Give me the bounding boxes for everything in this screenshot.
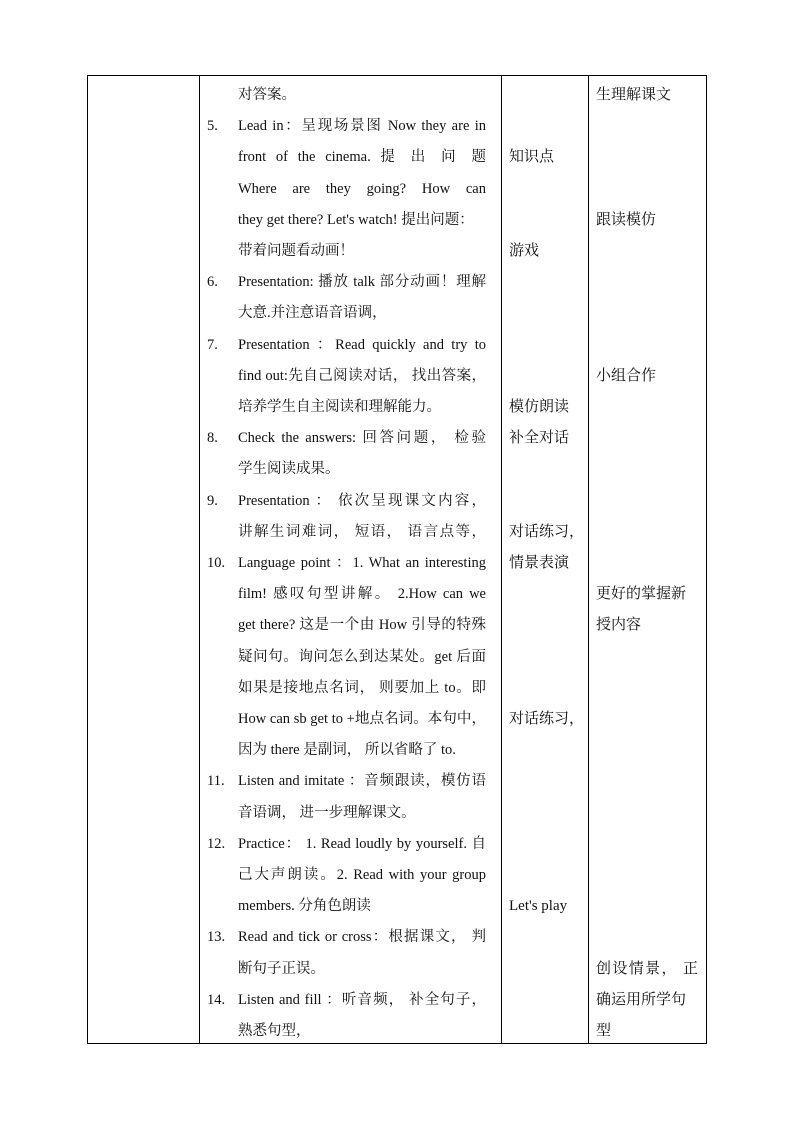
purpose-text: 小组合作	[596, 367, 657, 384]
step-text: Language point ：1. What an interesting	[238, 555, 486, 571]
step-line	[207, 517, 494, 548]
step-text: Where are they going? How can	[238, 180, 486, 197]
step-line	[207, 766, 494, 797]
step-line	[207, 954, 494, 985]
step-text: 己大声朗读。2. Read with your group	[238, 867, 486, 883]
step-text: Listen and fill ：听音频， 补全句子，	[238, 991, 486, 1008]
teaching-steps-column	[207, 76, 494, 1043]
step-text: film! 感叹句型讲解。 2.How can we	[238, 586, 486, 603]
activity-text: 对话练习，	[509, 711, 585, 727]
purpose-text: 授内容	[596, 617, 642, 634]
step-line	[207, 860, 494, 891]
step-text: get there? 这是一个由 How 引导的特殊	[238, 617, 486, 634]
step-line	[207, 891, 494, 922]
activity-text: 模仿朗读	[509, 399, 570, 415]
step-text: 大意.并注意语音语调，	[238, 305, 387, 322]
step-text: Read and tick or cross：根据课文， 判	[238, 929, 486, 946]
step-line	[207, 298, 494, 329]
step-line	[207, 361, 494, 392]
step-number: 8.	[207, 430, 218, 447]
step-line	[207, 548, 494, 579]
activity-text: Let's play	[509, 898, 568, 915]
step-number: 11.	[207, 773, 225, 790]
step-line	[207, 267, 494, 298]
step-line	[207, 486, 494, 517]
step-line	[207, 330, 494, 361]
activity-text: 对话练习，	[509, 523, 585, 540]
step-text: 讲解生词难词， 短语， 语言点等，	[238, 523, 486, 540]
step-number: 14.	[207, 991, 226, 1008]
activity-text: 游戏	[509, 243, 540, 259]
purpose-text: 确运用所学句	[596, 991, 687, 1008]
step-line	[207, 704, 494, 735]
step-text: Listen and imitate ：音频跟读，模仿语	[238, 773, 486, 790]
step-text: 学生阅读成果。	[238, 461, 340, 478]
step-text: front of the cinema. 提 出 问 题	[238, 149, 486, 166]
step-line	[207, 922, 494, 953]
step-number: 7.	[207, 336, 218, 353]
step-line	[207, 735, 494, 766]
step-text: 对答案。	[238, 87, 296, 103]
step-line	[207, 673, 494, 704]
step-line	[207, 829, 494, 860]
step-line	[207, 610, 494, 641]
step-text: find out:先自己阅读对话， 找出答案，	[238, 367, 486, 384]
step-text: 断句子正误。	[238, 960, 325, 977]
lesson-table	[87, 75, 707, 1044]
activity-text: 知识点	[509, 149, 555, 166]
step-line	[207, 798, 494, 829]
activity-text: 情景表演	[509, 555, 570, 571]
step-line	[207, 985, 494, 1016]
step-line	[207, 454, 494, 485]
step-text: Presentation ：Read quickly and try to	[238, 336, 486, 353]
purpose-text: 创设情景， 正	[596, 960, 698, 977]
step-text: Practice： 1. Read loudly by yourself. 自	[238, 835, 486, 852]
step-line	[207, 1016, 494, 1047]
step-number: 6.	[207, 274, 218, 291]
purpose-text: 更好的掌握新	[596, 586, 687, 603]
step-text: Check the answers: 回答问题， 检验	[238, 430, 486, 447]
step-line	[207, 423, 494, 454]
activity-text: 补全对话	[509, 430, 570, 447]
step-line	[207, 236, 494, 267]
step-line	[207, 80, 494, 111]
step-text: 音语调， 进一步理解课文。	[238, 804, 416, 821]
step-line	[207, 642, 494, 673]
step-line	[207, 142, 494, 173]
purposes-column	[588, 76, 706, 1043]
step-text: Presentation: 播放 talk 部分动画！理解	[238, 274, 486, 291]
activities-column	[501, 76, 588, 1043]
step-number: 5.	[207, 118, 218, 135]
step-text: 培养学生自主阅读和理解能力。	[238, 399, 441, 415]
purpose-text: 跟读模仿	[596, 211, 657, 228]
step-text: members. 分角色朗读	[238, 898, 371, 915]
step-line	[207, 579, 494, 610]
step-text: Lead in：呈现场景图 Now they are in	[238, 118, 486, 135]
step-text: 熟悉句型，	[238, 1023, 311, 1039]
step-text: 如果是接地点名词， 则要加上 to。即	[238, 679, 486, 696]
step-number: 12.	[207, 835, 226, 852]
step-number: 10.	[207, 555, 226, 571]
step-text: they get there? Let's watch! 提出问题：	[238, 211, 474, 228]
step-text: How can sb get to +地点名词。本句中，	[238, 711, 486, 727]
step-line	[207, 392, 494, 423]
step-text: Presentation ： 依次呈现课文内容，	[238, 492, 486, 509]
step-line	[207, 174, 494, 205]
step-text: 带着问题看动画！	[238, 243, 354, 259]
step-number: 13.	[207, 929, 226, 946]
column-divider	[199, 76, 200, 1043]
step-number: 9.	[207, 492, 218, 509]
purpose-text: 型	[596, 1023, 612, 1039]
step-text: 疑问句。询问怎么到达某处。get 后面	[238, 648, 486, 665]
purpose-text: 生理解课文	[596, 87, 672, 103]
step-line	[207, 205, 494, 236]
step-text: 因为 there 是副词， 所以省略了 to.	[238, 742, 456, 759]
blank-column	[88, 76, 199, 1043]
step-line	[207, 111, 494, 142]
